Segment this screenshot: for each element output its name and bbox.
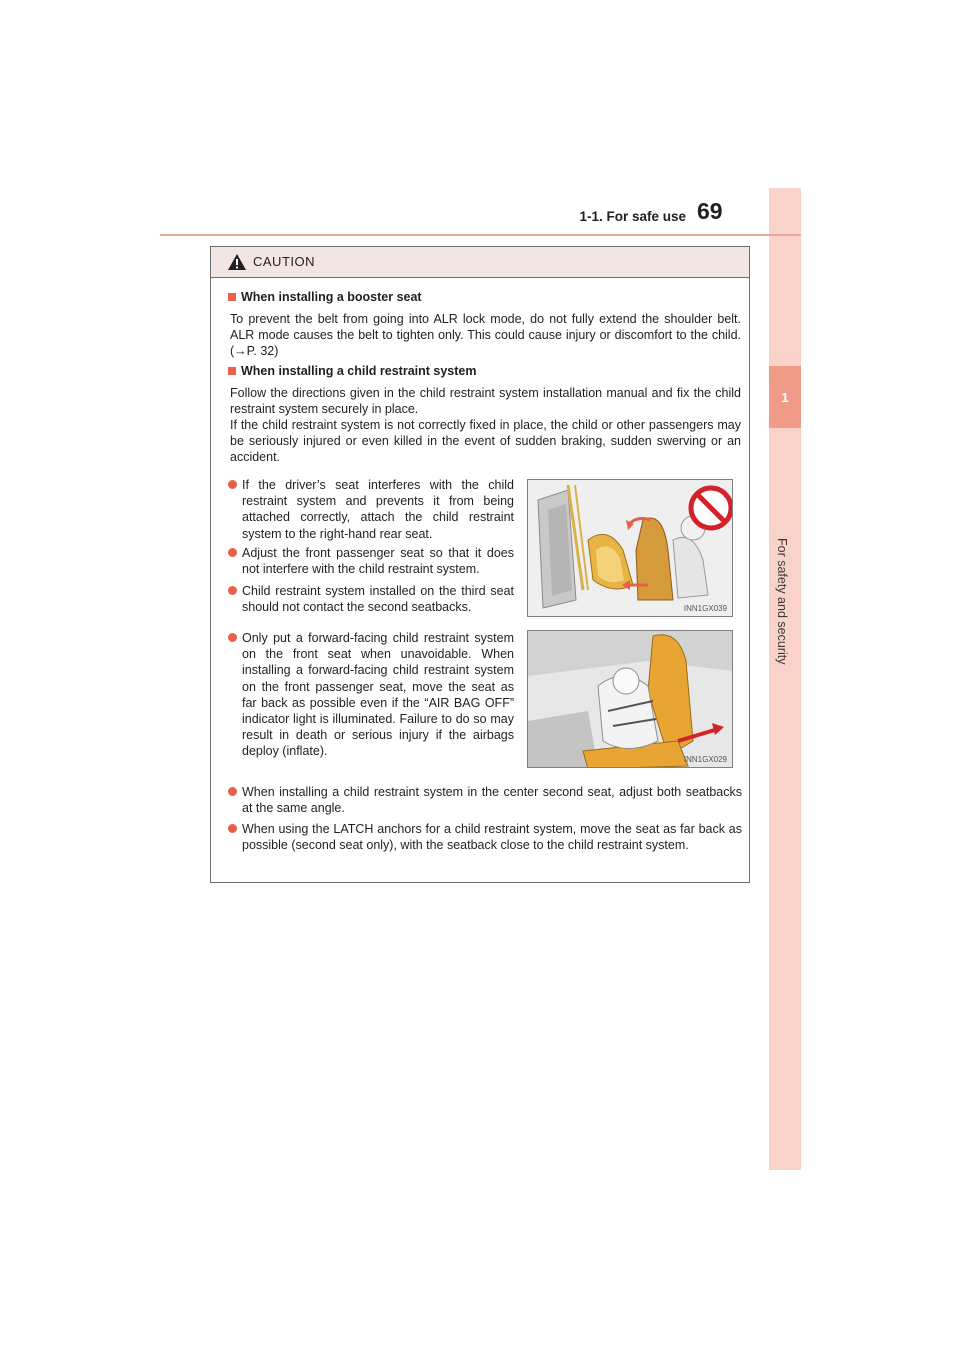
figure-code: INN1GX039 <box>683 604 727 613</box>
seat-illustration-graphic <box>528 480 733 617</box>
round-bullet-icon <box>228 480 237 489</box>
round-bullet-icon <box>228 633 237 642</box>
round-bullet-icon <box>228 586 237 595</box>
square-bullet-icon <box>228 293 236 301</box>
child-restraint-text-1: Follow the directions given in the child restraint system installation manual and fix the child restraint system securely in place. <box>230 386 741 417</box>
bullet-item: Only put a forward-facing child restraint system on the front seat when unavoidable. When installing a forward-facing child restraint system on the front passenger seat, move the seat as far back as possible even if the “AIR BAG OFF” indicator light is illuminated. Failure to do so may result in death or serious injury if the airbags deploy (inflate). <box>228 630 514 760</box>
square-bullet-icon <box>228 367 236 375</box>
bullet-item: Adjust the front passenger seat so that it does not interfere with the child restraint system. <box>228 545 514 577</box>
bullet-item: When using the LATCH anchors for a child restraint system, move the seat as far back as possible (second seat only), with the seatback close to the child restraint system. <box>228 821 742 853</box>
warning-triangle-icon <box>227 253 247 271</box>
child-restraint-text-2: If the child restraint system is not correctly fixed in place, the child or other passengers may be seriously injured or even killed in the event of sudden braking, sudden swerving or an accident. <box>230 418 741 465</box>
seat-illustration-graphic <box>528 631 733 768</box>
bullet-item: If the driver’s seat interferes with the child restraint system and prevents it from being attached correctly, attach the child restraint system to the right-hand rear seat. <box>228 477 514 542</box>
heading-text: When installing a booster seat <box>241 290 422 304</box>
bullet-item: When installing a child restraint system in the center second seat, adjust both seatbacks at the same angle. <box>228 784 742 816</box>
chapter-label: For safety and security <box>775 538 789 665</box>
bullet-item: Child restraint system installed on the third seat should not contact the second seatbacks. <box>228 583 514 615</box>
driver-seat-interference-illustration <box>527 479 733 617</box>
round-bullet-icon <box>228 787 237 796</box>
child-restraint-heading <box>228 364 476 378</box>
caution-title: CAUTION <box>253 254 315 269</box>
chapter-side-tab <box>769 188 801 1170</box>
figure-code: INN1GX029 <box>683 755 727 764</box>
page-number: 69 <box>697 198 723 224</box>
front-seat-forward-facing-illustration <box>527 630 733 768</box>
section-title: 1-1. For safe use <box>579 209 686 224</box>
booster-seat-text: To prevent the belt from going into ALR lock mode, do not fully extend the shoulder belt. ALR mode causes the belt to tighten only. This could cause injury or discomfort to the child. (→P. 32) <box>230 312 741 359</box>
header-divider <box>160 234 801 236</box>
booster-seat-heading <box>228 290 422 304</box>
chapter-number: 1 <box>769 366 801 428</box>
round-bullet-icon <box>228 548 237 557</box>
caution-header <box>211 247 749 278</box>
round-bullet-icon <box>228 824 237 833</box>
caution-box <box>210 246 750 883</box>
heading-text: When installing a child restraint system <box>241 364 477 378</box>
